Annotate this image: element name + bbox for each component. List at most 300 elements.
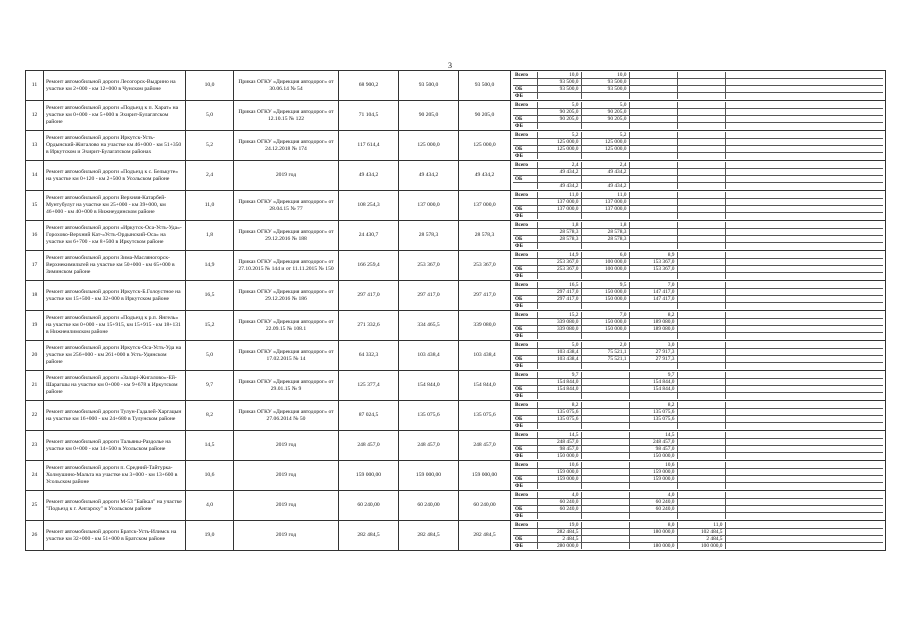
funding-value <box>677 168 725 175</box>
table-row <box>26 491 886 521</box>
funding-source-label <box>513 138 537 145</box>
funding-value: 14,5 <box>537 432 581 439</box>
funding-source-label <box>513 318 537 325</box>
funding-value <box>677 326 725 333</box>
funding-value <box>629 536 677 543</box>
funding-value: 5,0 <box>537 102 581 109</box>
funding-source-label: ФБ <box>515 123 523 130</box>
empty-cell <box>725 176 883 183</box>
funding-value <box>581 333 629 340</box>
funding-value <box>629 513 677 520</box>
funding-value <box>581 243 629 250</box>
funding-value <box>677 102 725 109</box>
cost-estimate: 166 259,4 <box>339 251 399 281</box>
funding-value: 8,2 <box>629 402 677 409</box>
empty-cell <box>725 438 883 445</box>
funding-line <box>513 176 883 183</box>
funding-value <box>629 393 677 400</box>
funding-value: 253 367,0 <box>537 266 581 273</box>
cost-remaining: 49 434,2 <box>459 161 511 191</box>
funding-value: 280 000,0 <box>537 543 581 550</box>
funding-source-label <box>513 258 537 265</box>
funding-value: 137 000,0 <box>581 198 629 205</box>
funding-line <box>513 243 883 250</box>
funding-value: 28 578,3 <box>581 228 629 235</box>
empty-cell <box>725 153 883 160</box>
funding-line <box>513 462 883 469</box>
funding-value <box>629 78 677 85</box>
funding-value: 2,4 <box>581 162 629 169</box>
length-km: 10,0 <box>186 71 234 101</box>
funding-value: 100 000,0 <box>581 266 629 273</box>
funding-value <box>629 198 677 205</box>
cost-total: 282 484,5 <box>399 521 459 551</box>
row-number: 20 <box>26 341 44 371</box>
funding-source-label: Всего <box>513 312 537 319</box>
funding-value <box>581 483 629 490</box>
cost-total: 137 000,0 <box>399 191 459 221</box>
funding-breakdown <box>511 281 886 311</box>
empty-cell <box>725 453 883 460</box>
funding-value: 27 917,3 <box>629 348 677 355</box>
empty-cell <box>725 296 883 303</box>
cost-total: 248 457,0 <box>399 431 459 461</box>
funding-value <box>677 236 725 243</box>
funding-value: 2 484,5 <box>537 536 581 543</box>
empty-cell <box>725 198 883 205</box>
cost-estimate: 60 240,00 <box>339 491 399 521</box>
funding-value <box>537 213 581 220</box>
funding-value: 159 000,0 <box>537 476 581 483</box>
table-row <box>26 341 886 371</box>
funding-value: 8,2 <box>537 402 581 409</box>
funding-value: 11,0 <box>581 192 629 199</box>
funding-line <box>513 146 883 153</box>
funding-value <box>677 72 725 79</box>
object-name: Ремонт автомобильной дороги Лесогорск-Выдрино на участке км 2+000 - км 12+000 в Чунском районе <box>44 71 186 101</box>
funding-value: 9,5 <box>581 282 629 289</box>
funding-value <box>629 236 677 243</box>
funding-line <box>513 416 883 423</box>
length-km: 4,0 <box>186 491 234 521</box>
funding-value <box>629 168 677 175</box>
funding-source-label: ФБ <box>515 333 523 340</box>
funding-value: 9,7 <box>537 372 581 379</box>
cost-remaining: 90 205,0 <box>459 101 511 131</box>
funding-line <box>513 498 883 505</box>
funding-value: 75 521,1 <box>581 356 629 363</box>
funding-source-label <box>513 498 537 505</box>
funding-value <box>581 386 629 393</box>
funding-value <box>677 116 725 123</box>
road-repair-table <box>25 70 886 551</box>
row-number: 17 <box>26 251 44 281</box>
funding-line <box>513 446 883 453</box>
row-number: 15 <box>26 191 44 221</box>
funding-value: 8,9 <box>629 252 677 259</box>
funding-value <box>581 416 629 423</box>
funding-source-label: ОБ <box>513 536 537 543</box>
empty-cell <box>725 192 883 199</box>
row-number: 26 <box>26 521 44 551</box>
funding-line <box>513 162 883 169</box>
funding-value: 4,0 <box>629 492 677 499</box>
empty-cell <box>725 536 883 543</box>
cost-total: 103 438,4 <box>399 341 459 371</box>
funding-value <box>629 303 677 310</box>
funding-value <box>581 393 629 400</box>
row-number: 14 <box>26 161 44 191</box>
page-number: 3 <box>448 61 452 70</box>
funding-source-label: ОБ <box>513 236 537 243</box>
funding-value <box>677 86 725 93</box>
funding-value: 180 000,0 <box>629 543 677 550</box>
funding-source-label: ФБ <box>515 363 523 370</box>
funding-source-label: Всего <box>513 222 537 229</box>
funding-value <box>677 303 725 310</box>
funding-value <box>677 506 725 513</box>
funding-value <box>677 438 725 445</box>
funding-value <box>677 198 725 205</box>
funding-breakdown <box>511 161 886 191</box>
funding-value: 10,0 <box>537 72 581 79</box>
funding-value <box>677 468 725 475</box>
funding-value <box>677 108 725 115</box>
length-km: 19,0 <box>186 521 234 551</box>
funding-value <box>581 513 629 520</box>
funding-value <box>677 513 725 520</box>
funding-value <box>537 93 581 100</box>
funding-value <box>537 176 581 183</box>
funding-value <box>677 228 725 235</box>
cost-remaining: 60 240,00 <box>459 491 511 521</box>
row-number: 12 <box>26 101 44 131</box>
funding-value <box>629 162 677 169</box>
funding-subtable <box>513 222 883 250</box>
table-row <box>26 371 886 401</box>
funding-value: 60 240,0 <box>629 498 677 505</box>
funding-value <box>677 266 725 273</box>
empty-cell <box>725 416 883 423</box>
empty-cell <box>725 513 883 520</box>
funding-line <box>513 123 883 130</box>
length-km: 2,4 <box>186 161 234 191</box>
funding-source-label <box>513 168 537 175</box>
funding-value: 159 000,0 <box>629 468 677 475</box>
table-row <box>26 131 886 161</box>
funding-subtable <box>513 282 883 310</box>
funding-source-label: ОБ <box>513 176 537 183</box>
funding-value: 49 434,2 <box>537 168 581 175</box>
row-number: 22 <box>26 401 44 431</box>
funding-value: 11,0 <box>677 522 725 529</box>
empty-cell <box>725 93 883 100</box>
funding-source-label: Всего <box>513 462 537 469</box>
funding-source-label: Всего <box>513 372 537 379</box>
funding-value <box>677 222 725 229</box>
funding-line <box>513 252 883 259</box>
funding-value: 147 417,0 <box>629 288 677 295</box>
funding-value <box>677 138 725 145</box>
basis-document: 2019 год <box>234 521 339 551</box>
funding-value: 135 075,6 <box>629 416 677 423</box>
funding-source-label <box>513 468 537 475</box>
funding-value <box>677 123 725 130</box>
funding-source-label <box>513 378 537 385</box>
funding-value: 297 417,0 <box>537 288 581 295</box>
funding-value <box>677 192 725 199</box>
funding-line <box>513 402 883 409</box>
funding-line <box>513 168 883 175</box>
funding-value: 125 000,0 <box>581 146 629 153</box>
funding-value <box>677 318 725 325</box>
funding-value: 154 844,0 <box>537 386 581 393</box>
funding-value <box>537 303 581 310</box>
funding-line <box>513 78 883 85</box>
funding-source-label: Всего <box>513 402 537 409</box>
funding-line <box>513 266 883 273</box>
funding-line <box>513 312 883 319</box>
funding-source-label: ОБ <box>513 86 537 93</box>
funding-value: 90 205,0 <box>537 116 581 123</box>
funding-value <box>537 123 581 130</box>
funding-value <box>677 153 725 160</box>
table-row <box>26 251 886 281</box>
funding-value: 60 240,0 <box>537 498 581 505</box>
empty-cell <box>725 86 883 93</box>
cost-remaining: 253 367,0 <box>459 251 511 281</box>
empty-cell <box>725 102 883 109</box>
empty-cell <box>725 408 883 415</box>
table-row <box>26 521 886 551</box>
funding-value <box>677 462 725 469</box>
funding-value: 7,0 <box>581 312 629 319</box>
funding-value: 7,0 <box>629 282 677 289</box>
funding-line <box>513 296 883 303</box>
empty-cell <box>725 356 883 363</box>
funding-line <box>513 543 883 550</box>
funding-value <box>677 132 725 139</box>
empty-cell <box>725 303 883 310</box>
length-km: 15,2 <box>186 311 234 341</box>
empty-cell <box>725 446 883 453</box>
funding-source-label <box>513 348 537 355</box>
funding-line <box>513 183 883 190</box>
funding-value: 339 080,0 <box>537 326 581 333</box>
funding-value: 189 080,0 <box>629 318 677 325</box>
funding-breakdown <box>511 341 886 371</box>
funding-source-label: ФБ <box>515 543 523 550</box>
funding-value: 253 367,0 <box>537 258 581 265</box>
funding-breakdown <box>511 371 886 401</box>
funding-value <box>677 252 725 259</box>
funding-value <box>629 206 677 213</box>
empty-cell <box>725 273 883 280</box>
funding-source-label: Всего <box>513 522 537 529</box>
funding-source-label: Всего <box>513 342 537 349</box>
funding-value <box>581 176 629 183</box>
cost-remaining: 339 080,0 <box>459 311 511 341</box>
funding-value: 60 240,0 <box>629 506 677 513</box>
funding-value <box>677 363 725 370</box>
funding-line <box>513 423 883 430</box>
funding-value <box>629 102 677 109</box>
object-name: Ремонт автомобильной дороги М-53 "Байкал" на участке "Подъезд к г. Ангарску" в Усольском районе <box>44 491 186 521</box>
funding-value: 28 578,3 <box>537 236 581 243</box>
funding-value <box>629 123 677 130</box>
funding-value: 49 434,2 <box>537 183 581 190</box>
table-row <box>26 401 886 431</box>
cost-total: 90 205,0 <box>399 101 459 131</box>
funding-line <box>513 522 883 529</box>
object-name: Ремонт автомобильной дороги «Заларі-Жигалово»-Ей-Шарагшы на участке км 0+000 - км 9+678 в Иркутском районе <box>44 371 186 401</box>
funding-line <box>513 273 883 280</box>
funding-value: 49 434,2 <box>581 168 629 175</box>
funding-value <box>581 528 629 535</box>
funding-value: 150 000,0 <box>581 288 629 295</box>
funding-value: 153 367,0 <box>629 258 677 265</box>
empty-cell <box>725 372 883 379</box>
object-name: Ремонт автомобильной дороги Иркутск-Оса-Усть-Уда на участке км 256+000 - км 261+000 в Усть-Удинском районе <box>44 341 186 371</box>
funding-value <box>629 333 677 340</box>
funding-value: 248 457,0 <box>629 438 677 445</box>
empty-cell <box>725 342 883 349</box>
funding-value: 93 500,0 <box>537 86 581 93</box>
funding-line <box>513 438 883 445</box>
basis-document: Приказ ОГКУ «Дирекция автодорог» от 29.01.15 № 9 <box>234 371 339 401</box>
row-number: 16 <box>26 221 44 251</box>
funding-value <box>677 498 725 505</box>
funding-value <box>581 372 629 379</box>
funding-value: 297 417,0 <box>537 296 581 303</box>
cost-total: 125 000,0 <box>399 131 459 161</box>
funding-value: 8,0 <box>629 522 677 529</box>
funding-value: 2,0 <box>581 342 629 349</box>
object-name: Ремонт автомобильной дороги Братск-Усть-Илимск на участке км 32+000 - км 51+000 в Братском районе <box>44 521 186 551</box>
funding-value <box>677 453 725 460</box>
funding-value <box>677 483 725 490</box>
cost-remaining: 297 417,0 <box>459 281 511 311</box>
funding-value: 125 000,0 <box>581 138 629 145</box>
funding-value <box>581 303 629 310</box>
funding-line <box>513 93 883 100</box>
cost-remaining: 248 457,0 <box>459 431 511 461</box>
empty-cell <box>725 168 883 175</box>
funding-breakdown <box>511 251 886 281</box>
funding-value: 3,0 <box>629 342 677 349</box>
cost-remaining: 125 000,0 <box>459 131 511 161</box>
funding-value <box>677 372 725 379</box>
funding-value <box>537 483 581 490</box>
funding-value <box>629 86 677 93</box>
funding-value: 125 000,0 <box>537 138 581 145</box>
funding-value: 14,9 <box>537 252 581 259</box>
funding-line <box>513 348 883 355</box>
length-km: 5,0 <box>186 341 234 371</box>
table-row <box>26 461 886 491</box>
funding-value <box>677 333 725 340</box>
basis-document: 2019 год <box>234 431 339 461</box>
empty-cell <box>725 288 883 295</box>
funding-value <box>581 153 629 160</box>
funding-line <box>513 153 883 160</box>
funding-value <box>537 393 581 400</box>
funding-source-label <box>513 438 537 445</box>
funding-source-label: ОБ <box>513 116 537 123</box>
basis-document: 2019 год <box>234 491 339 521</box>
funding-source-label: ФБ <box>515 213 523 220</box>
cost-total: 28 578,3 <box>399 221 459 251</box>
funding-value: 159 000,0 <box>537 468 581 475</box>
funding-source-label: Всего <box>513 162 537 169</box>
funding-line <box>513 432 883 439</box>
funding-value: 15,2 <box>537 312 581 319</box>
funding-line <box>513 303 883 310</box>
funding-subtable <box>513 102 883 130</box>
funding-source-label: ФБ <box>515 483 523 490</box>
funding-value <box>581 543 629 550</box>
funding-source-label: ОБ <box>513 296 537 303</box>
cost-estimate: 24 430,7 <box>339 221 399 251</box>
funding-value <box>581 536 629 543</box>
funding-source-label: ОБ <box>513 506 537 513</box>
funding-source-label: Всего <box>513 132 537 139</box>
funding-value <box>581 378 629 385</box>
funding-line <box>513 363 883 370</box>
cost-total: 60 240,00 <box>399 491 459 521</box>
length-km: 14,5 <box>186 431 234 461</box>
funding-line <box>513 258 883 265</box>
funding-value: 282 484,5 <box>537 528 581 535</box>
funding-value: 154 844,0 <box>629 386 677 393</box>
row-number: 11 <box>26 71 44 101</box>
empty-cell <box>725 236 883 243</box>
table-row <box>26 311 886 341</box>
funding-value <box>677 342 725 349</box>
funding-value <box>629 243 677 250</box>
empty-cell <box>725 462 883 469</box>
funding-value <box>581 438 629 445</box>
funding-breakdown <box>511 491 886 521</box>
cost-total: 159 000,00 <box>399 461 459 491</box>
cost-remaining: 103 438,4 <box>459 341 511 371</box>
basis-document: Приказ ОГКУ «Дирекция автодорог» от 27.06.2014 № 50 <box>234 401 339 431</box>
funding-source-label <box>513 528 537 535</box>
empty-cell <box>725 132 883 139</box>
empty-cell <box>725 252 883 259</box>
funding-subtable <box>513 402 883 430</box>
table-row <box>26 221 886 251</box>
funding-value: 5,2 <box>537 132 581 139</box>
empty-cell <box>725 258 883 265</box>
funding-line <box>513 372 883 379</box>
funding-subtable <box>513 342 883 370</box>
funding-value <box>677 213 725 220</box>
funding-value: 135 075,6 <box>537 416 581 423</box>
funding-value: 135 075,6 <box>537 408 581 415</box>
funding-line <box>513 386 883 393</box>
empty-cell <box>725 432 883 439</box>
empty-cell <box>725 123 883 130</box>
funding-source-label: ОБ <box>513 476 537 483</box>
funding-source-label: ФБ <box>515 243 523 250</box>
funding-source-label: Всего <box>513 192 537 199</box>
funding-value <box>677 393 725 400</box>
empty-cell <box>725 386 883 393</box>
funding-value <box>629 228 677 235</box>
row-number: 19 <box>26 311 44 341</box>
funding-value <box>677 162 725 169</box>
